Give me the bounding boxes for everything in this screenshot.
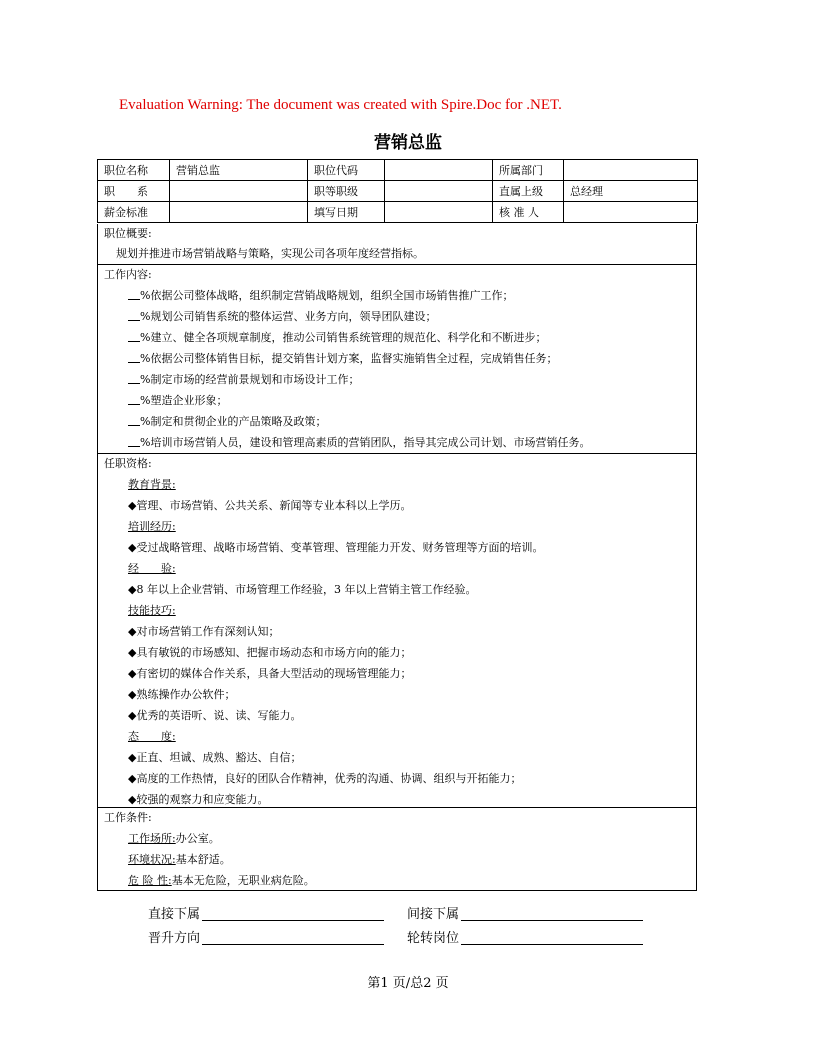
- indirect-subordinate-field: [407, 903, 643, 922]
- attitude-item: ◆高度的工作热情，良好的团队合作精神，优秀的沟通、协调、组织与开拓能力；: [128, 772, 522, 785]
- percent-blank[interactable]: [128, 393, 140, 405]
- table-row: [98, 160, 698, 181]
- work-item: %依据公司整体战略，组织制定营销战略规划，组织全国市场销售推广工作；: [98, 285, 696, 306]
- value-department: [564, 160, 698, 181]
- promotion-field: [148, 927, 384, 946]
- page-footer: 第1 页/总2 页: [367, 976, 449, 991]
- value-approver: [564, 202, 698, 223]
- work-item: %规划公司销售系统的整体运营、业务方向，领导团队建设；: [98, 306, 696, 327]
- percent-blank[interactable]: [128, 351, 140, 363]
- skill-item: ◆有密切的媒体合作关系，具备大型活动的现场管理能力；: [128, 667, 412, 680]
- skills-label: 技能技巧:: [128, 604, 176, 617]
- condition-risk: [98, 870, 696, 891]
- direct-subordinate-field: [148, 903, 384, 922]
- percent-blank[interactable]: [128, 435, 140, 447]
- education-text: ◆管理、市场营销、公共关系、新闻等专业本科以上学历。: [128, 499, 412, 512]
- percent-blank[interactable]: [128, 288, 140, 300]
- work-item: %培训市场营销人员，建设和管理高素质的营销团队，指导其完成公司计划、市场营销任务。: [98, 432, 696, 453]
- risk-label: 危 险 性:: [128, 874, 172, 887]
- value-grade: [385, 181, 493, 202]
- work-item: %塑造企业形象；: [98, 390, 696, 411]
- rotation-field: [407, 927, 643, 946]
- value-salary: [170, 202, 308, 223]
- condition-place: [98, 828, 696, 849]
- work-list: [98, 285, 696, 453]
- promotion-label: 晋升方向: [148, 931, 201, 946]
- training-label: 培训经历:: [128, 520, 176, 533]
- attitude-label: 态 度:: [128, 730, 176, 743]
- qualification-heading: 任职资格:: [104, 457, 152, 470]
- skill-item: ◆熟练操作办公软件；: [128, 688, 236, 701]
- rotation-blank[interactable]: [461, 930, 643, 945]
- summary-section: [97, 224, 697, 265]
- risk-value: 基本无危险，无职业病危险。: [171, 874, 315, 887]
- label-salary: 薪金标准: [98, 202, 170, 223]
- rotation-label: 轮转岗位: [407, 931, 460, 946]
- attitude-item: ◆正直、坦诚、成熟、豁达、自信；: [128, 751, 302, 764]
- place-value: 办公室。: [175, 832, 220, 845]
- qualification-section: [97, 454, 697, 808]
- value-fill-date: [385, 202, 493, 223]
- conditions-heading: 工作条件:: [104, 811, 152, 824]
- work-item: %制定市场的经营前景规划和市场设计工作；: [98, 369, 696, 390]
- work-heading: 工作内容:: [104, 268, 152, 281]
- condition-env: [98, 849, 696, 870]
- place-label: 工作场所:: [128, 832, 176, 845]
- work-item: %依据公司整体销售目标，提交销售计划方案，监督实施销售全过程，完成销售任务；: [98, 348, 696, 369]
- experience-label: 经 验:: [128, 562, 176, 575]
- skill-item: ◆具有敏锐的市场感知、把握市场动态和市场方向的能力；: [128, 646, 412, 659]
- conditions-section: [97, 808, 697, 891]
- table-row: [98, 181, 698, 202]
- percent-blank[interactable]: [128, 330, 140, 342]
- training-text: ◆受过战略管理、战略市场营销、变革管理、管理能力开发、财务管理等方面的培训。: [128, 541, 544, 554]
- value-position-name: 营销总监: [170, 160, 308, 181]
- value-job-family: [170, 181, 308, 202]
- promotion-blank[interactable]: [202, 930, 384, 945]
- summary-text: 规划并推进市场营销战略与策略，实现公司各项年度经营指标。: [116, 247, 424, 260]
- page-title: 营销总监: [374, 133, 442, 153]
- attitude-item: ◆较强的观察力和应变能力。: [128, 793, 269, 806]
- value-supervisor: 总经理: [564, 181, 698, 202]
- direct-subordinate-label: 直接下属: [148, 907, 201, 922]
- work-item: %制定和贯彻企业的产品策略及政策；: [98, 411, 696, 432]
- summary-heading: 职位概要:: [104, 227, 152, 240]
- indirect-subordinate-blank[interactable]: [461, 906, 643, 921]
- percent-blank[interactable]: [128, 309, 140, 321]
- evaluation-warning: Evaluation Warning: The document was created with Spire.Doc for .NET.: [119, 97, 562, 113]
- env-value: 基本舒适。: [175, 853, 231, 866]
- label-position-name: 职位名称: [98, 160, 170, 181]
- label-supervisor: 直属上级: [493, 181, 564, 202]
- info-table: [97, 159, 698, 223]
- direct-subordinate-blank[interactable]: [202, 906, 384, 921]
- env-label: 环境状况:: [128, 853, 176, 866]
- table-row: [98, 202, 698, 223]
- label-position-code: 职位代码: [308, 160, 385, 181]
- label-fill-date: 填写日期: [308, 202, 385, 223]
- percent-blank[interactable]: [128, 414, 140, 426]
- skill-item: ◆对市场营销工作有深刻认知；: [128, 625, 280, 638]
- label-approver: 核 准 人: [493, 202, 564, 223]
- value-position-code: [385, 160, 493, 181]
- experience-text: ◆8 年以上企业营销、市场管理工作经验，3 年以上营销主管工作经验。: [128, 583, 477, 596]
- label-job-family: 职 系: [98, 181, 170, 202]
- work-item: %建立、健全各项规章制度，推动公司销售系统管理的规范化、科学化和不断进步；: [98, 327, 696, 348]
- education-label: 教育背景:: [128, 478, 176, 491]
- label-department: 所属部门: [493, 160, 564, 181]
- work-section: [97, 265, 697, 454]
- indirect-subordinate-label: 间接下属: [407, 907, 460, 922]
- skill-item: ◆优秀的英语听、说、读、写能力。: [128, 709, 302, 722]
- label-grade: 职等职级: [308, 181, 385, 202]
- percent-blank[interactable]: [128, 372, 140, 384]
